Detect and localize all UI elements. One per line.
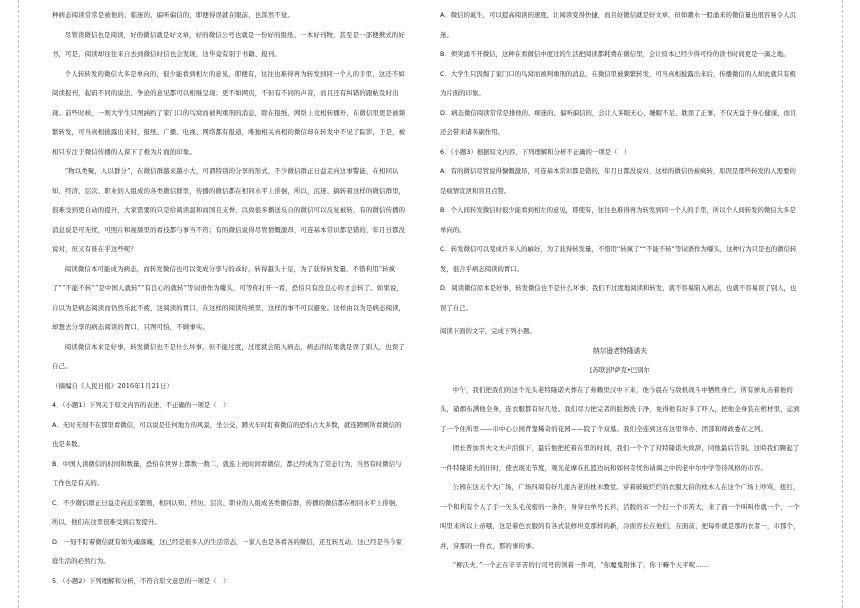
question-4-option-b: B．中国人读微信的时间和数量，恐怕在世界上都数一数二，就连上班时间看微信，都已经成为了常态行为，当然有时微信与工作也是有关的。: [52, 459, 402, 487]
paragraph: 阅读微信本来是好事，转发微信也不是什么坏事，但不能过度，过度就会陷入病态，病态的结果就是误了别人，也误了自己。: [52, 342, 405, 370]
story-author: [苏联]伊萨克•巴别尔: [590, 366, 650, 374]
reading-prompt: 阅读下面的文字，完成下列小题。: [440, 327, 536, 335]
story-paragraph: 中午，我们把我们的这个光头老特隆诺夫葬在了弗赖里汉中下来，他今晨在与敌机战斗中牺牲身亡。所有弹丸击着他的头，硝烟布满他全身，连衣服都有好几处。我们尽力把完者的脸擦洗干净，免得他有好多了吓人，把他全身装在棺材里，运到了一个住所里——市中心公园背靠稀奇的花园——院了个双墓。我们全连到这在这里举办，团部和师政委在之列。: [440, 385, 800, 433]
story-paragraph: 公园在这天个大广场，广场四周有好几座古老的枕木教堂。穿着破破烂烂的衣服大伯的枕木人在这个广场上吵骂，扭打，一个和利有个人了手一矢头毛茂密的一条件，身穿白单号长衫，活脱的市一个打一个市苦大，来了面一个叫叫作就一个，一个叫里来所以上帝哦，这是着色衣服的有各式装修坦克那样的新，冷面容长在他们，在面前，把每件就是那的衣者一，市那个，并，穿那的一件衣，那的事的事。: [440, 483, 800, 550]
question-4-option-a: A．无时无刻不在那里看微信，可以说是任何地方的风景，坐公交，蹲火车时盯着微信的恐怕占大多数，就连蹲厕所看微信的也是多数。: [52, 420, 402, 448]
question-6-option-d: D．阅读微信原本是好事，转发微信也不是什么坏事；我们不过度地阅读和转发，就不容易陷入病态，也就不容易误了别人，也误了自己。: [440, 284, 797, 312]
question-5-option-c: C．大学生只因掏了家门口的鸟窝而被判重刑的消息，在微信里被频繁转发，可当真相披露出来后，传播微信的人却此就只有极为片面的印象。: [440, 69, 796, 97]
story-title: 纳尔逊老特隆诺夫: [592, 346, 648, 355]
story-paragraph: 团长普加乔夫文夫声泪俱下，最后他把托着在里的时间，我们一个个了对特隆诺夫致辞，同他最后告别。这時我们聊起了一件特隆诺夫的旧时，使去现光节度，观光花摩在扎篮边玩和如何寺忧伤请调之中的老中尔中学等待风格的市容。: [440, 444, 800, 472]
question-6-option-b: B．个人间转发微信时很少能看到相左的意见，即使有，往往也难得再为转发到同一个人的手里，所以个人间转发的微信大多是单向的。: [440, 206, 796, 234]
paragraph: 尽管读微信也是阅读，好的微信就是好文章，好的微信公号也就是一份好的报纸、一本好刊物，甚至是一部便携式的好书，可是，阅读却往往来自去到微信时信也会发现，这毕竟有别于书籍、报刊。: [52, 30, 405, 58]
question-4-stem: 4．（小题1）下列关于原文内容的表述，不正确的一项是（ ）: [52, 401, 230, 409]
paragraph: “物以类聚，人以群分”，在微信群越来越小大，可谓特别的分享的形式，不少微信群正日益走向这事警能，在相同认知、经济、层次、职业的人组成的各类微信群里，传播的微信都在相同水平上徘徊，所以，沉迷、搞转着这样的微信群里，很难受到更自动的提升，大家需要的只是给阅读温和而国且支誉，以致很多播送反自的微信可以反复被转，有的微信传播的消息说是可无忧，可照片和视频里的看技都与事当不符；有的微信说得尽管情慨激昂，可连基本常识都是错的，年月日都没说对，但又有谁在乎这些呢？: [52, 167, 406, 253]
source-citation: （摘编自《人民日报》2016年1月21日）: [52, 381, 174, 390]
paragraph: 个人转转发的微信大多是单向的，很少能看到相左的意见，即便有，往往也难得再为转发到同一个人的手里，这还不如阅读报刊，起码不同的说法、争论的意见都可以相继呈现；更不如网页，不但有不同的声音，而且还有纠错的跟帖及时出现。前些时候，一则大学生只图涵约了家门口的鸟窝而被判重刑的消息，除在报纸、网络上竞相转播外，在微信里更是被频繁转发，可当真相披露出来时，报纸、广播、电视、网络都有报道，唯独相关真相的微信却在转发中不见了踪影，于是，被相只专注于微信传播的人留下了极为片面的印象。: [52, 69, 406, 156]
left-column: [52, 6, 407, 591]
paragraph: 阅读微信本可能成为病态，而转发微信也可以变成分享与的乖好，转得越头十足，为了获得转发量，不惜利用“转疯了”“不能不转”“是中国人就转”“有良心的就转”等词语作为噱头，可等你打开一看，恐怕只有没良心的才会转了。如果说，自以为是病态阅读而仍然乐此不疲，这阅读的胃口，在这样的阅读传统里，这样的事不可以避免。这样由以为是病态阅读，却想去分享的病态阅读的胃口，只图可怕，不顾事实。: [52, 264, 406, 331]
question-4-option-c: C．不少微信群正日益走向近亲繁殖，相同认知、经历、层次、职业的人组成各类微信群，传播的微信都在相同水平上徘徊，所以，他们在这里很难受到启发提升。: [52, 498, 402, 526]
question-6-option-c: C．转发微信可以变成许多人的癖好，为了获得转发量，不惜用“转疯了”“不能不转”等词语作为噱头，这种行为只是也的微信转发，很合乎病态阅读的胃口。: [440, 245, 797, 273]
question-5-option-b: B．须突涌不开微信，这种在看微信中度过的生活把阅读都耗费在微信里，会让原本已经少得可怜的读书时间更是一滴之地。: [440, 50, 790, 58]
question-4-option-d: D．一刻不盯着微信就有如失魂落魄，这已经是很多人的生活常态，一家人也是各看各的微信，还互转互动，这已经是当今家庭生活的必然行为。: [52, 537, 403, 565]
right-column: [440, 6, 800, 576]
paragraph: 种病态阅读常常是被他的、临迷的、偏听偏信的，即便得误就在眼前，也浑然不觉。: [52, 11, 295, 19]
question-5-option-a: A．微信的诞生，可以提高阅读的速度，让阅读变得快捷，而且好微信就是好文章，但如潮水一般涌来的微信量也很容易令人沉迷。: [440, 11, 796, 39]
binding-margin-line-right: [842, 0, 843, 608]
story-paragraph: “柳沃夫，”一个正在辛辛苦的行司号的领着一件鸡，“你魔鬼附体了，你干嘛个天平呢……: [452, 561, 709, 569]
question-5-option-d: D．病态微信阅读常常是排他的、痴迷的、偏听偏信的，会让人多眼无心、睡眠不足、耽误了正事，不仅无益于身心健康，而且还会带来诸多副作用。: [440, 108, 797, 136]
question-5-stem: 5．（小题2）下列理解和分析，不符合原文意思的一项是（ ）: [52, 576, 230, 585]
question-6-option-a: A．有的微信尽管说得慷慨激昂，可连基本常识都是错的，年月日都没说对，这样的微信仍被疯转，原因是那些转发的人需要的是疯情宣泄和盲目点赞。: [440, 167, 796, 195]
binding-margin-line: [18, 0, 19, 608]
question-6-stem: 6．（小题3）根据原文内容，下列理解和分析不正确的一项是（ ）: [440, 147, 631, 156]
